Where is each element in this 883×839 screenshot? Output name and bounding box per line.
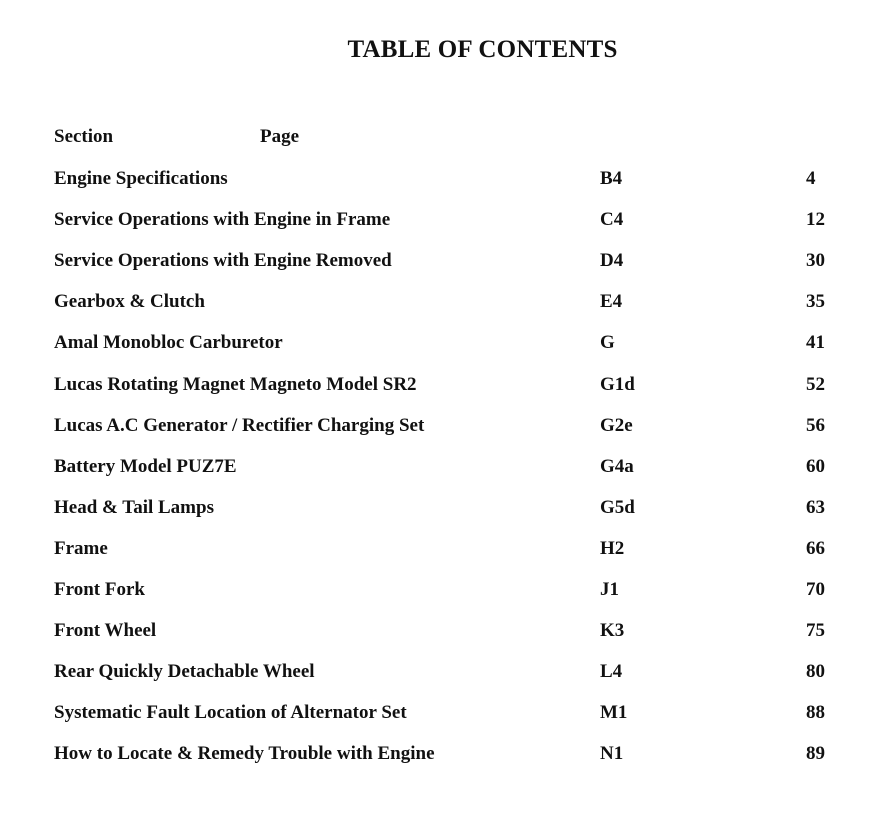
section-name: Rear Quickly Detachable Wheel <box>54 661 315 683</box>
page-number: 70 <box>806 579 825 600</box>
toc-row <box>0 661 883 691</box>
section-code: K3 <box>600 620 625 642</box>
toc-row <box>0 702 883 732</box>
section-code: G <box>600 332 615 354</box>
toc-row <box>0 743 883 773</box>
section-code: L4 <box>600 661 623 683</box>
section-name: Front Fork <box>54 579 145 600</box>
section-name: Lucas Rotating Magnet Magneto Model SR2 <box>54 373 417 395</box>
toc-row <box>0 168 883 198</box>
page-number: 4 <box>806 168 816 189</box>
section-code: N1 <box>600 743 624 765</box>
section-name: Systematic Fault Location of Alternator Set <box>54 702 407 724</box>
toc-row <box>0 209 883 239</box>
section-code: G4a <box>600 455 634 477</box>
page-number: 35 <box>806 291 825 313</box>
page-number: 52 <box>806 373 825 395</box>
section-name: Lucas A.C Generator / Rectifier Charging Set <box>54 414 425 436</box>
page-number: 89 <box>806 743 825 765</box>
page-number: 56 <box>806 414 825 436</box>
page-number: 75 <box>806 620 825 642</box>
toc-row <box>0 538 883 568</box>
section-code: G2e <box>600 414 633 436</box>
section-code: B4 <box>600 168 623 189</box>
header-section: Section <box>54 126 114 147</box>
section-name: Engine Specifications <box>54 168 228 189</box>
page-number: 88 <box>806 702 825 724</box>
section-code: G5d <box>600 496 635 518</box>
section-name: Gearbox & Clutch <box>54 291 205 313</box>
section-code: G1d <box>600 373 635 395</box>
toc-row <box>0 415 883 445</box>
toc-row <box>0 497 883 527</box>
toc-row <box>0 579 883 609</box>
section-name: Battery Model PUZ7E <box>54 455 237 477</box>
section-name: Service Operations with Engine in Frame <box>54 209 391 231</box>
section-code: C4 <box>600 209 624 231</box>
page-number: 63 <box>806 496 825 518</box>
page-number: 66 <box>806 537 825 559</box>
header-page: Page <box>260 126 300 147</box>
toc-row <box>0 456 883 486</box>
section-code: J1 <box>600 579 619 600</box>
toc-row <box>0 332 883 362</box>
section-name: Service Operations with Engine Removed <box>54 250 392 272</box>
section-code: D4 <box>600 250 624 272</box>
page-number: 41 <box>806 332 825 354</box>
toc-row <box>0 291 883 321</box>
section-code: H2 <box>600 537 625 559</box>
section-code: E4 <box>600 291 623 313</box>
page-number: 80 <box>806 661 825 683</box>
page-number: 60 <box>806 455 825 477</box>
toc-row <box>0 374 883 404</box>
page-title: TABLE OF CONTENTS <box>347 36 618 63</box>
toc-row <box>0 250 883 280</box>
page-number: 12 <box>806 209 825 231</box>
toc-row <box>0 620 883 650</box>
section-name: Frame <box>54 537 108 559</box>
section-name: Head & Tail Lamps <box>54 496 214 518</box>
section-name: How to Locate & Remedy Trouble with Engine <box>54 743 435 765</box>
section-name: Amal Monobloc Carburetor <box>54 332 283 354</box>
section-code: M1 <box>600 702 628 724</box>
page-number: 30 <box>806 250 825 272</box>
section-name: Front Wheel <box>54 620 157 642</box>
